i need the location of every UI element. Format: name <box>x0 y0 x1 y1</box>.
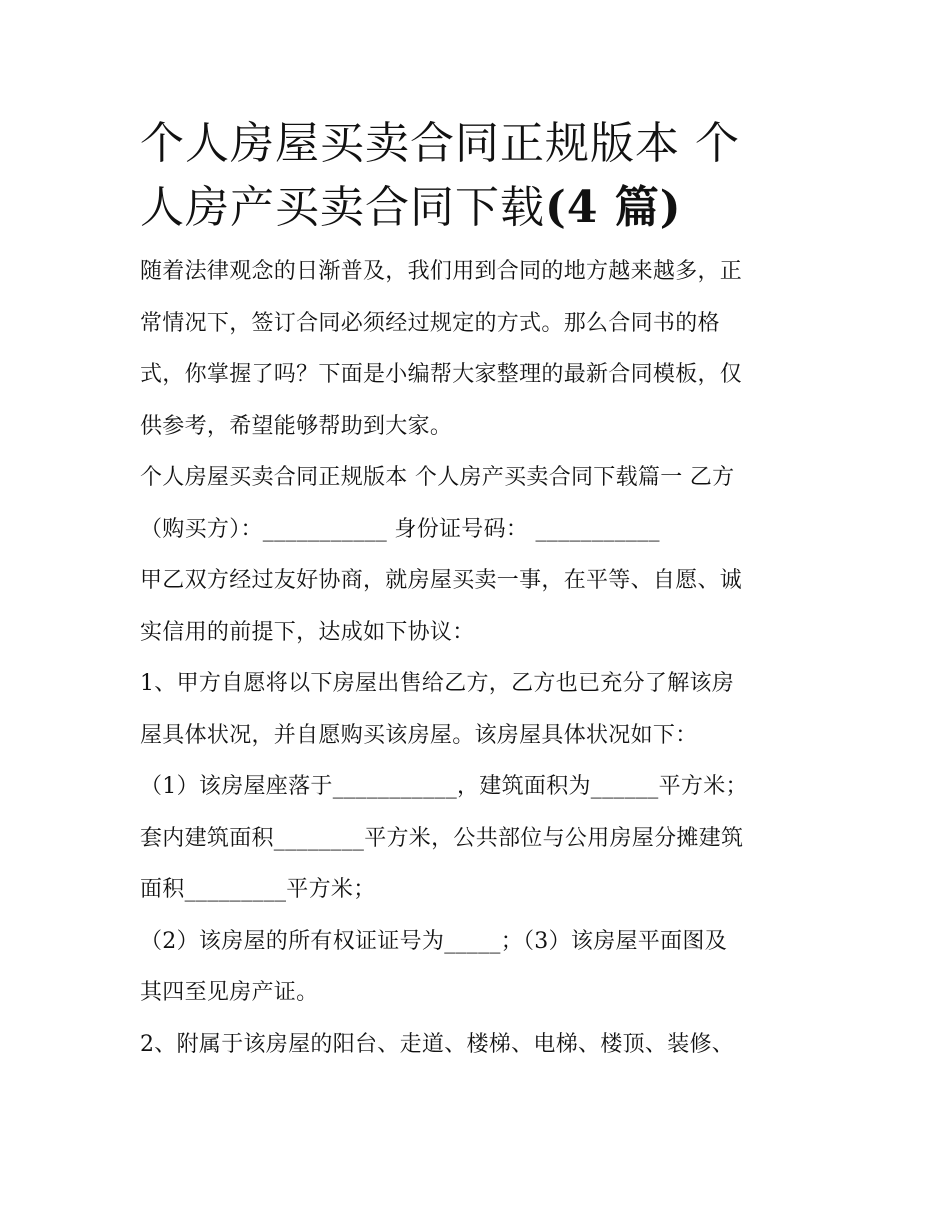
clause-1-item-1: 套内建筑面积________平方米，公共部位与公用房屋分摊建筑 <box>140 825 744 851</box>
intro-line: 随着法律观念的日渐普及，我们用到合同的地方越来越多，正 <box>140 259 743 284</box>
title-line-1: 个人房屋买卖合同正规版本 个 <box>140 118 740 169</box>
clause-2-line: 2、附属于该房屋的阳台、走道、楼梯、电梯、楼顶、装修、 <box>140 1031 735 1057</box>
clause-1-item-1: （1）该房屋座落于___________，建筑面积为______平方米； <box>140 774 748 799</box>
title-count: (4 篇) <box>545 182 682 233</box>
clause-1-line: 屋具体状况，并自愿购买该房屋。该房屋具体状况如下： <box>140 722 698 748</box>
intro-line: 供参考，希望能够帮助到大家。 <box>140 413 453 439</box>
clause-1-item-1: 面积_________平方米； <box>140 877 376 902</box>
agreement-line: 实信用的前提下，达成如下协议： <box>140 619 475 645</box>
clause-1-line: 1、甲方自愿将以下房屋出售给乙方，乙方也已充分了解该房 <box>140 671 735 696</box>
intro-line: 式，你掌握了吗？下面是小编帮大家整理的最新合同模板，仅 <box>140 362 743 387</box>
document-title <box>140 112 820 240</box>
document-page <box>140 112 820 1070</box>
clause-1-item-2: （2）该房屋的所有权证证号为_____；（3）该房屋平面图及 <box>140 928 727 954</box>
agreement-line: 甲乙双方经过友好协商，就房屋买卖一事，在平等、自愿、诚 <box>140 568 743 593</box>
intro-line: 常情况下，签订合同必须经过规定的方式。那么合同书的格 <box>140 310 720 336</box>
title-line-2: 人房产买卖合同下载 <box>140 182 545 233</box>
clause-1-item-3: 其四至见房产证。 <box>140 980 319 1005</box>
section-heading-line: 个人房屋买卖合同正规版本 个人房产买卖合同下载篇一 乙方 <box>140 465 735 490</box>
buyer-id-line: （购买方）：___________ 身份证号码： ___________ <box>140 516 660 542</box>
